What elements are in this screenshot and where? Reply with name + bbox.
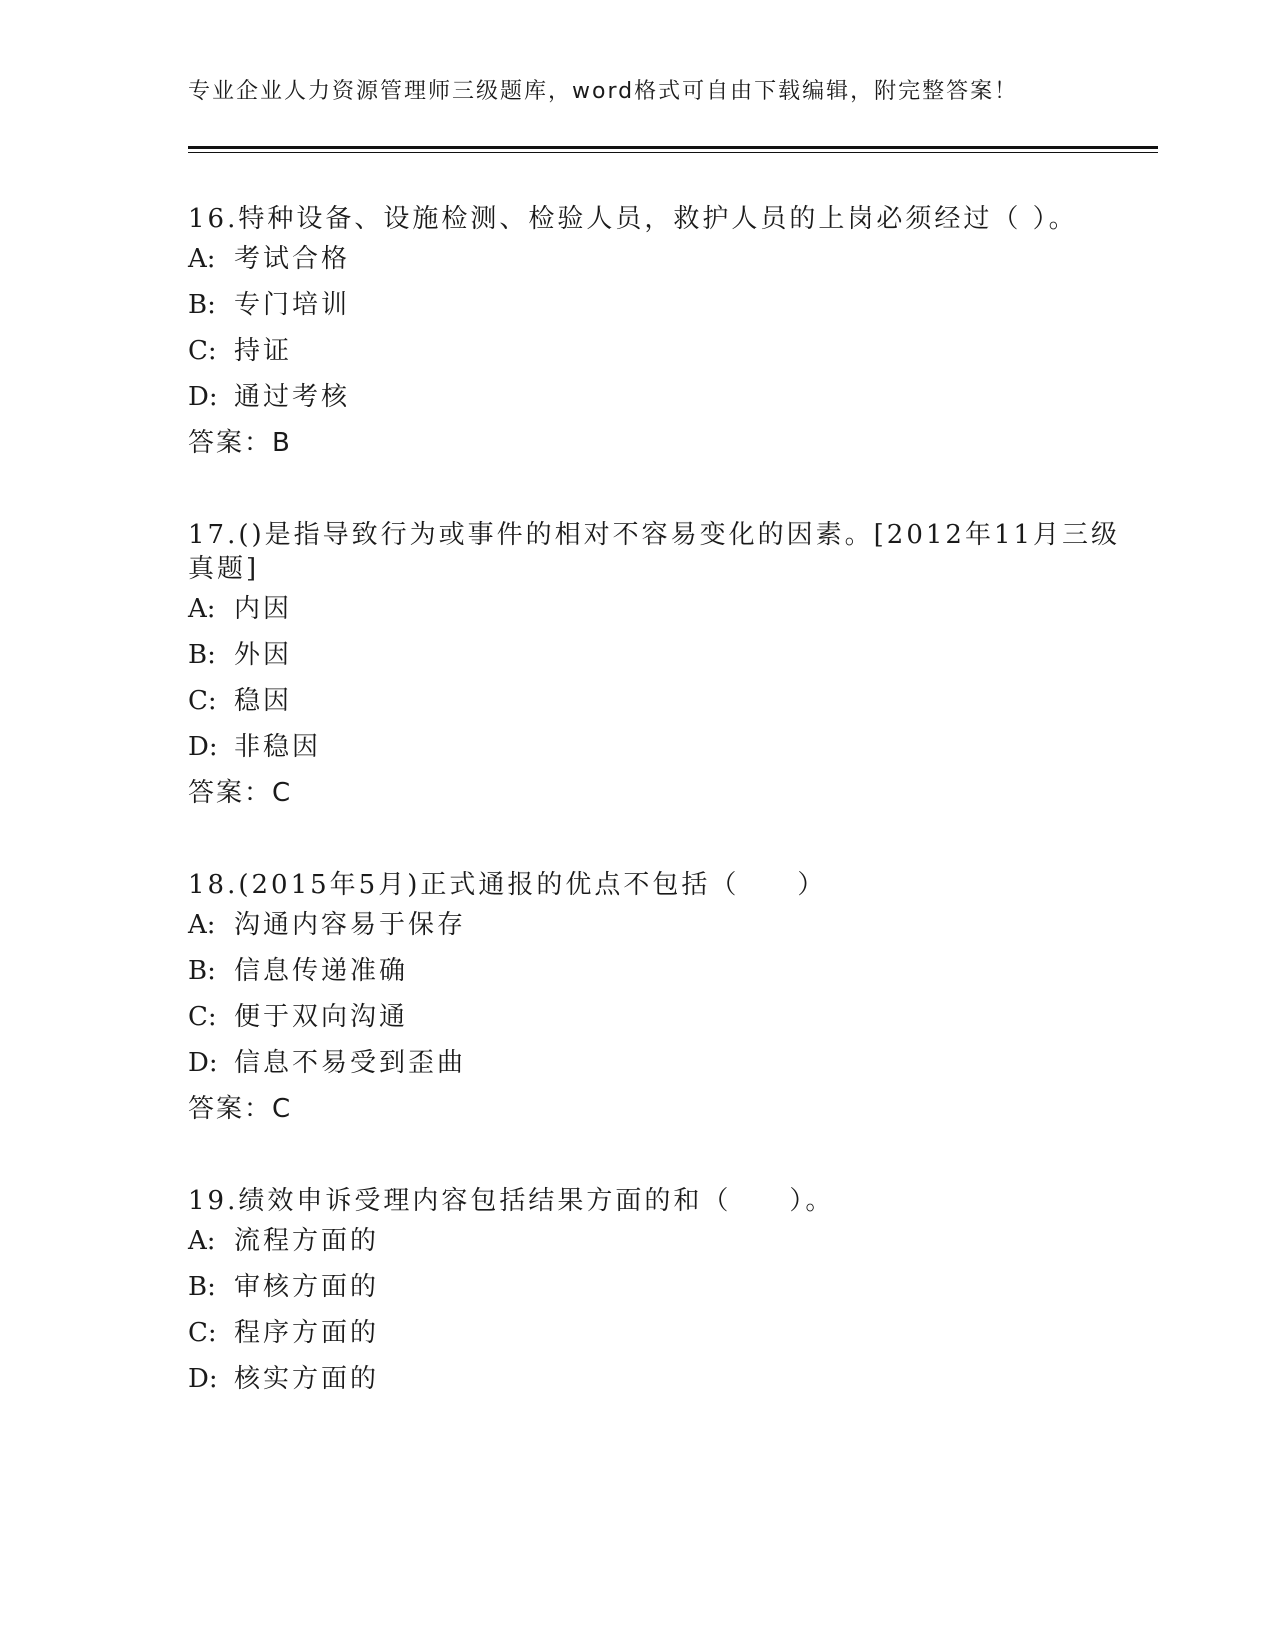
option-letter: C:	[188, 336, 217, 366]
option-c	[188, 678, 1148, 724]
option-b	[188, 632, 1148, 678]
option-c	[188, 994, 1148, 1040]
option-letter: D:	[188, 382, 218, 412]
option-text: 便于双向沟通	[234, 1002, 409, 1032]
option-letter: C:	[188, 686, 217, 716]
option-c	[188, 1310, 1148, 1356]
option-letter: C:	[188, 1002, 217, 1032]
question-stem: 18.(2015年5月)正式通报的优点不包括（ ）	[188, 870, 827, 900]
question-stem: 17.()是指导致行为或事件的相对不容易变化的因素。[2012年11月三级真题]	[188, 520, 1121, 584]
option-letter: A:	[188, 1226, 216, 1256]
option-text: 稳因	[234, 686, 293, 716]
option-text: 信息不易受到歪曲	[234, 1048, 467, 1078]
option-text: 程序方面的	[234, 1318, 380, 1348]
option-d	[188, 724, 1148, 770]
option-a	[188, 236, 1148, 282]
header-rule-thick	[188, 146, 1158, 149]
option-letter: B:	[188, 640, 216, 670]
option-letter: C:	[188, 1318, 217, 1348]
option-letter: A:	[188, 594, 216, 624]
option-b	[188, 282, 1148, 328]
question-17	[188, 512, 1148, 816]
header-rule-thin	[188, 152, 1158, 153]
option-a	[188, 1218, 1148, 1264]
document-header: 专业企业人力资源管理师三级题库，word格式可自由下载编辑，附完整答案！	[188, 79, 1019, 104]
option-letter: D:	[188, 1364, 218, 1394]
option-text: 非稳因	[234, 732, 322, 762]
option-letter: B:	[188, 1272, 216, 1302]
answer-line: 答案：C	[188, 1094, 293, 1124]
question-stem: 16.特种设备、设施检测、检验人员，救护人员的上岗必须经过（ ）。	[188, 204, 1078, 234]
question-18	[188, 862, 1148, 1132]
option-text: 审核方面的	[234, 1272, 380, 1302]
answer-line: 答案：B	[188, 428, 292, 458]
option-letter: A:	[188, 244, 216, 274]
option-text: 持证	[234, 336, 293, 366]
option-text: 流程方面的	[234, 1226, 380, 1256]
option-text: 内因	[234, 594, 293, 624]
option-text: 沟通内容易于保存	[234, 910, 467, 940]
option-text: 专门培训	[234, 290, 351, 320]
option-text: 考试合格	[234, 244, 351, 274]
option-letter: D:	[188, 732, 218, 762]
option-a	[188, 902, 1148, 948]
option-c	[188, 328, 1148, 374]
question-19	[188, 1178, 1148, 1402]
answer-line: 答案：C	[188, 778, 293, 808]
option-text: 核实方面的	[234, 1364, 380, 1394]
option-text: 信息传递准确	[234, 956, 409, 986]
option-d	[188, 374, 1148, 420]
option-d	[188, 1040, 1148, 1086]
option-letter: B:	[188, 290, 216, 320]
option-letter: B:	[188, 956, 216, 986]
question-list	[188, 196, 1148, 1448]
option-b	[188, 948, 1148, 994]
option-letter: A:	[188, 910, 216, 940]
question-16	[188, 196, 1148, 466]
option-text: 通过考核	[234, 382, 351, 412]
option-d	[188, 1356, 1148, 1402]
option-text: 外因	[234, 640, 293, 670]
option-a	[188, 586, 1148, 632]
option-b	[188, 1264, 1148, 1310]
question-stem: 19.绩效申诉受理内容包括结果方面的和（ ）。	[188, 1186, 835, 1216]
option-letter: D:	[188, 1048, 218, 1078]
